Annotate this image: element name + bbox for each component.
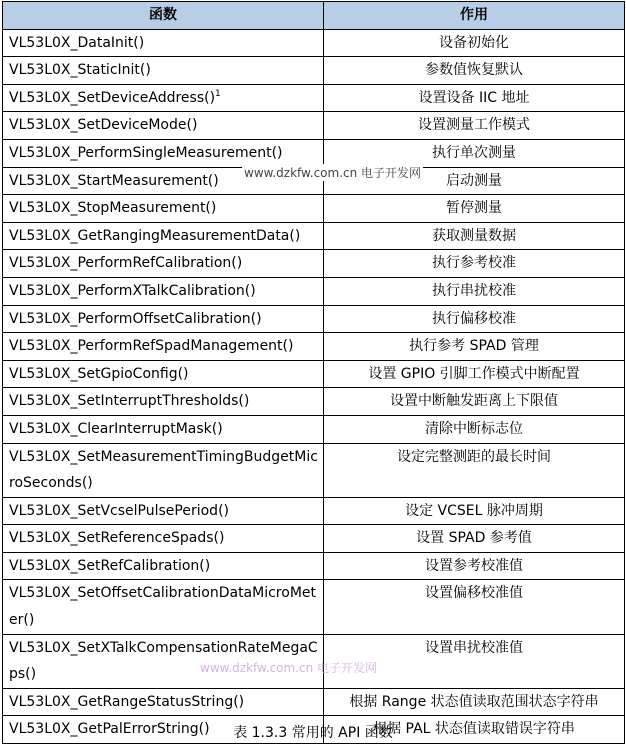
function-description: 设定完整测距的最长时间 (324, 443, 625, 497)
function-name-cell (3, 552, 324, 580)
table-row (3, 222, 625, 250)
table-row (3, 388, 625, 416)
function-name-cell (3, 57, 324, 85)
table-caption: 表 1.3.3 常用的 API 函数 (233, 725, 393, 741)
function-name: VL53L0X_PerformSingleMeasurement() (9, 144, 283, 161)
function-name: VL53L0X_GetPalErrorString() (9, 721, 210, 738)
function-name: VL53L0X_SetReferenceSpads() (9, 530, 225, 547)
function-name: VL53L0X_SetVcselPulsePeriod() (9, 502, 229, 519)
function-description: 设置串扰校准值 (324, 634, 625, 688)
function-name: VL53L0X_SetGpioConfig() (9, 365, 189, 382)
function-description: 执行串扰校准 (324, 277, 625, 305)
function-name: VL53L0X_SetDeviceAddress() (9, 89, 216, 106)
function-description: 暂停测量 (324, 195, 625, 223)
table-row (3, 552, 625, 580)
function-name: VL53L0X_GetRangeStatusString() (9, 693, 245, 710)
function-name-cell (3, 222, 324, 250)
function-name: VL53L0X_PerformRefSpadManagement() (9, 338, 294, 355)
table-row (3, 415, 625, 443)
function-description: 设定 VCSEL 脉冲周期 (324, 497, 625, 525)
table-row (3, 139, 625, 167)
function-name: VL53L0X_GetRangingMeasurementData() (9, 227, 301, 244)
function-name: VL53L0X_SetXTalkCompensationRateMegaCps() (9, 639, 318, 683)
table-body (3, 29, 625, 743)
function-description: 设置参考校准值 (324, 552, 625, 580)
footnote-marker: 1 (215, 88, 221, 99)
function-name-cell (3, 497, 324, 525)
function-name-cell (3, 305, 324, 333)
function-name: VL53L0X_StopMeasurement() (9, 200, 217, 217)
function-name: VL53L0X_SetInterruptThresholds() (9, 393, 250, 410)
table-row (3, 360, 625, 388)
function-name: VL53L0X_SetDeviceMode() (9, 117, 198, 134)
table-row (3, 84, 625, 112)
function-name: VL53L0X_SetOffsetCalibrationDataMicroMeter() (9, 585, 317, 629)
function-description: 设置测量工作模式 (324, 112, 625, 140)
function-name-cell (3, 277, 324, 305)
table-row (3, 195, 625, 223)
function-name-cell (3, 29, 324, 57)
watermark-text: www.dzkfw.com.cn 电子开发网 (200, 661, 378, 675)
function-description: 根据 PAL 状态值读取错误字符串 (324, 716, 625, 744)
function-name: VL53L0X_PerformOffsetCalibration() (9, 310, 262, 327)
table-row (3, 688, 625, 716)
function-name-cell (3, 360, 324, 388)
table-row (3, 112, 625, 140)
function-description: 设置中断触发距离上下限值 (324, 388, 625, 416)
table-row (3, 443, 625, 497)
function-name: VL53L0X_SetMeasurementTimingBudgetMicroSeconds() (9, 448, 318, 492)
function-name-cell (3, 443, 324, 497)
function-name: VL53L0X_StaticInit() (9, 62, 151, 79)
function-description: 执行单次测量 (324, 139, 625, 167)
function-name: VL53L0X_ClearInterruptMask() (9, 420, 223, 437)
function-description: 获取测量数据 (324, 222, 625, 250)
function-name-cell (3, 580, 324, 634)
function-name-cell (3, 388, 324, 416)
function-name-cell (3, 250, 324, 278)
function-name: VL53L0X_SetRefCalibration() (9, 557, 211, 574)
function-description: 设置偏移校准值 (324, 580, 625, 634)
function-description: 执行参考校准 (324, 250, 625, 278)
table-row (3, 525, 625, 553)
table-row (3, 497, 625, 525)
table-header-row (3, 2, 625, 30)
function-description: 设置 SPAD 参考值 (324, 525, 625, 553)
header-function: 函数 (3, 2, 324, 30)
function-description: 执行参考 SPAD 管理 (324, 333, 625, 361)
function-name-cell (3, 333, 324, 361)
function-name: VL53L0X_PerformXTalkCalibration() (9, 282, 256, 299)
watermark-text: www.dzkfw.com.cn 电子开发网 (244, 166, 422, 180)
table-row (3, 277, 625, 305)
function-name: VL53L0X_DataInit() (9, 34, 145, 51)
function-description: 设置 GPIO 引脚工作模式中断配置 (324, 360, 625, 388)
function-description: 设置设备 IIC 地址 (324, 84, 625, 112)
table-row (3, 333, 625, 361)
function-description: 清除中断标志位 (324, 415, 625, 443)
function-description: 执行偏移校准 (324, 305, 625, 333)
function-name: VL53L0X_PerformRefCalibration() (9, 255, 243, 272)
header-purpose: 作用 (324, 2, 625, 30)
function-name-cell (3, 415, 324, 443)
table-row (3, 29, 625, 57)
table-row (3, 305, 625, 333)
table-row (3, 580, 625, 634)
api-function-table (2, 1, 625, 744)
function-description: 参数值恢复默认 (324, 57, 625, 85)
function-name-cell (3, 139, 324, 167)
function-description: 设备初始化 (324, 29, 625, 57)
function-name-cell (3, 525, 324, 553)
function-description: 启动测量 (324, 167, 625, 195)
table-row (3, 250, 625, 278)
function-name-cell (3, 112, 324, 140)
table-row (3, 57, 625, 85)
function-name-cell (3, 84, 324, 112)
function-name-cell (3, 195, 324, 223)
function-name-cell (3, 688, 324, 716)
function-description: 根据 Range 状态值读取范围状态字符串 (324, 688, 625, 716)
function-name: VL53L0X_StartMeasurement() (9, 172, 219, 189)
